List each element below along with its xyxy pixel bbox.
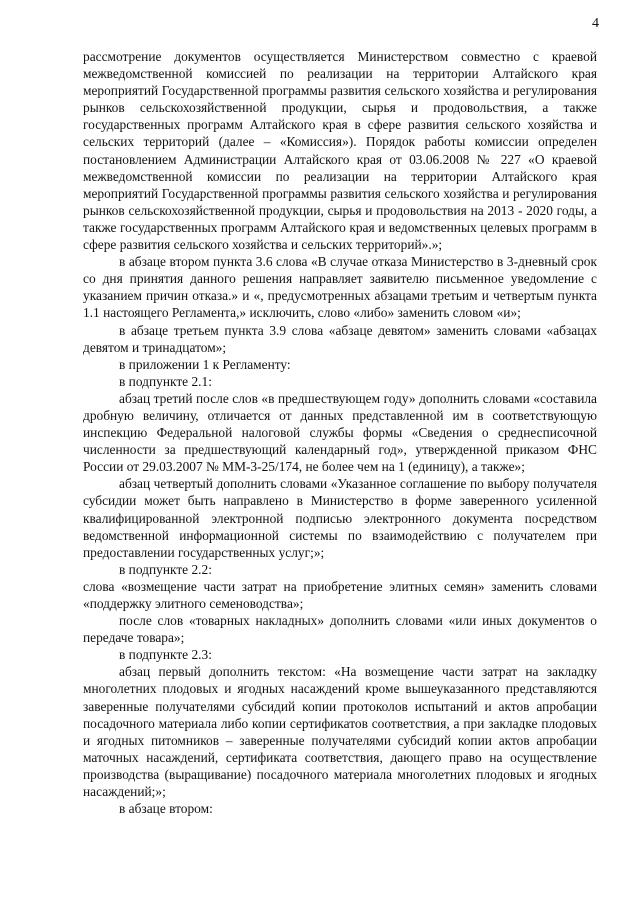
paragraph-8: в подпункте 2.2: bbox=[119, 561, 212, 577]
paragraph-6: абзац третий после слов «в предшествующем году» дополнить словами «составила дробную величину, отличается от данных представленной им в соответствующую инспекцию Федеральной налоговой службы формы «Сведения о среднесписочной численности за предшествующий календарный год», утвержденной приказом ФНС России от 29.03.2007 № ММ-3-25/174, не более чем на 1 (единицу), а также»; bbox=[83, 390, 597, 475]
paragraph-11: в подпункте 2.3: bbox=[119, 647, 212, 663]
paragraph-10: после слов «товарных накладных» дополнить словами «или иных документов о передаче товара»; bbox=[83, 613, 597, 646]
document-body bbox=[83, 48, 597, 817]
paragraph-1: рассмотрение документов осуществляется Министерством совместно с краевой межведомственной комиссией по реализации на территории Алтайского края мероприятий Государственной программы развития сельского хозяйства и регулирования рынков сельскохозяйственной продукции, сырья и продовольствия, а также государственных программ Алтайского края в сфере развития сельского хозяйства и сельских территорий (далее – «Комиссия»). Порядок работы комиссии определен постановлением Администрации Алтайского края от 03.06.2008 № 227 «О краевой межведомственной комиссии по реализации на территории Алтайского края мероприятий Государственной программы развития сельского хозяйства и регулирования рынков сельскохозяйственной продукции, сырья и продовольствия на 2013 - 2020 годы, а также государственных программ Алтайского края и ведомственных целевых программ в сфере развития сельского хозяйства и сельских территорий».»; bbox=[83, 49, 597, 253]
paragraph-12: абзац первый дополнить текстом: «На возмещение части затрат на закладку многолетних плодовых и ягодных насаждений кроме вышеуказанного представляются заверенные получателями субсидий копии протоколов испытаний и актов апробации посадочного материала либо копии сертификатов соответствия, а при закладке плодовых и ягодных питомников – заверенные получателями субсидий копии актов апробации маточных насаждений, сертификата соответствия, дающего право на осуществление производства (выращивание) посадочного материала многолетних плодовых и ягодных насаждений;»; bbox=[83, 664, 597, 800]
paragraph-13: в абзаце втором: bbox=[119, 801, 213, 817]
paragraph-7: абзац четвертый дополнить словами «Указанное соглашение по выбору получателя субсидии может быть направлено в Министерство в форме заверенного усиленной квалифицированной электронной подписью электронного документа посредством ведомственной информационной системы по взаимодействию с получателем при предоставлении государственных услуг;»; bbox=[83, 476, 597, 560]
page-number: 4 bbox=[592, 16, 599, 31]
paragraph-3: в абзаце третьем пункта 3.9 слова «абзаце девятом» заменить словами «абзацах девятом и тринадцатом»; bbox=[83, 322, 597, 355]
paragraph-5: в подпункте 2.1: bbox=[119, 373, 212, 389]
paragraph-2: в абзаце втором пункта 3.6 слова «В случае отказа Министерство в 3-дневный срок со дня принятия данного решения направляет заявителю письменное уведомление с указанием причин отказа.» и «, предусмотренных абзацами третьим и четвертым пункта 1.1 настоящего Регламента,» исключить, слово «либо» заменить словом «и»; bbox=[83, 254, 597, 321]
paragraph-4: в приложении 1 к Регламенту: bbox=[119, 356, 291, 372]
paragraph-9: слова «возмещение части затрат на приобретение элитных семян» заменить словами «поддержку элитного семеноводства»; bbox=[83, 578, 597, 611]
